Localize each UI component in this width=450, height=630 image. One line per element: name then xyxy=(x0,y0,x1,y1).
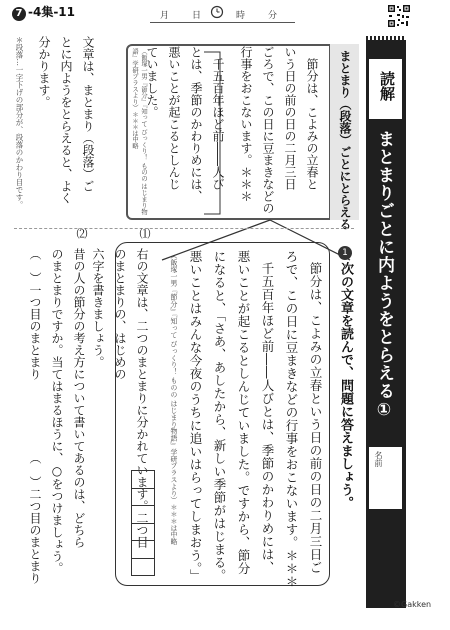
passage-line: 千五百年ほど前――人びとは、季節のかわりめには、 xyxy=(260,262,275,574)
q2-choice-1[interactable]: （ ）一つ目のまとまり xyxy=(28,248,42,380)
tip-callout-heading-box xyxy=(329,44,359,230)
callout-line: 節分は、こよみの立春と xyxy=(305,58,319,190)
minute-label: 分 xyxy=(268,11,278,21)
worksheet-code xyxy=(12,3,75,21)
section-divider xyxy=(14,228,354,229)
callout-line: ていました。 xyxy=(145,46,159,118)
question-instruction: 次の文章を読んで、問題に答えましょう。 xyxy=(338,262,353,509)
callout-line: 悪いことが起こるとしんじ xyxy=(167,46,181,190)
tip-callout-heading: まとまり（段落）ごとにとらえる xyxy=(338,50,352,230)
q2-line: 昔の人の節分の考え方について書いてあるのは、どちら xyxy=(72,248,86,548)
hour-label: 時 xyxy=(236,11,246,21)
dokkai-tag-label: 読解 xyxy=(378,71,396,101)
callout-line: とは、季節のかわりめには、 xyxy=(189,46,203,202)
month-label: 月 xyxy=(160,11,170,21)
code-rest: -4集-11 xyxy=(28,5,76,19)
passage-line: 悪いことはみんな今夜のうちに追いはらってしまおう。」 xyxy=(188,250,203,582)
q1-answer-box[interactable] xyxy=(131,470,155,576)
q1-line: 六字を書きましょう。 xyxy=(91,248,105,368)
question-number-badge: 1 xyxy=(338,246,352,260)
passage-line: 悪いことが起こるとしんじていました。ですから、節分 xyxy=(236,250,251,575)
passage-line: 節分は、こよみの立春という日の前の日の二月三日ご xyxy=(308,262,323,574)
left-tip-line: 分かります。 xyxy=(37,36,51,108)
code-circle-number: 7 xyxy=(12,7,26,21)
passage-line: ろで、この日に豆まきなどの行事をおこないます。＊＊＊ xyxy=(284,250,299,588)
callout-line: 千五百年ほど前――人び xyxy=(211,58,225,190)
main-title: まとまりごとに内ようをとらえる① xyxy=(374,130,394,421)
q2-choice-2[interactable]: （ ）二つ目のまとまり xyxy=(28,452,42,584)
passage-line: になると、「さあ、あしたから、新しい季節がはじまる。 xyxy=(212,250,227,582)
q2-line: のまとまりですか。当てはまるほうに、○をつけましょう。 xyxy=(50,248,64,574)
q1-line: のまとまりの、はじめの xyxy=(113,248,127,380)
q2-label: ⑵ xyxy=(75,228,88,239)
name-field[interactable] xyxy=(368,446,403,510)
q1-line: 右の文章は、二つのまとまりに分かれています。二つ目 xyxy=(135,248,149,548)
callout-source: （飯塚一男『節分』『知って びっくり！ ものの はじまり物語』学研プラスより）＊＊＊は中略 xyxy=(131,48,147,215)
publisher-credit: ©Gakken xyxy=(393,600,432,609)
name-label: 名前 xyxy=(374,451,383,467)
date-underline xyxy=(150,22,295,23)
left-tip-line: 文章は、まとまり（段落）ご xyxy=(81,36,95,192)
paragraph-note: ＊段落…一字下げの部分が、段落のかわり目です。 xyxy=(15,36,24,209)
callout-bracket xyxy=(200,48,226,218)
callout-line: いう日の前の日の二月三日 xyxy=(283,46,297,190)
callout-line: 行事をおこないます。＊＊＊ xyxy=(239,46,253,202)
left-tip-line: とに内ようをとらえると、よく xyxy=(59,36,73,204)
qr-code-icon[interactable] xyxy=(387,4,411,28)
day-label: 日 xyxy=(192,11,202,21)
callout-line: ごろで、この日に豆まきなどの xyxy=(261,46,275,214)
dokkai-tag xyxy=(368,58,403,120)
q1-label: ⑴ xyxy=(138,228,151,239)
clock-icon xyxy=(210,5,224,19)
passage-source: （飯塚一男『節分』『知って びっくり！ ものの はじまり物語』学研プラスより）＊＊＊は中略 xyxy=(169,252,177,545)
